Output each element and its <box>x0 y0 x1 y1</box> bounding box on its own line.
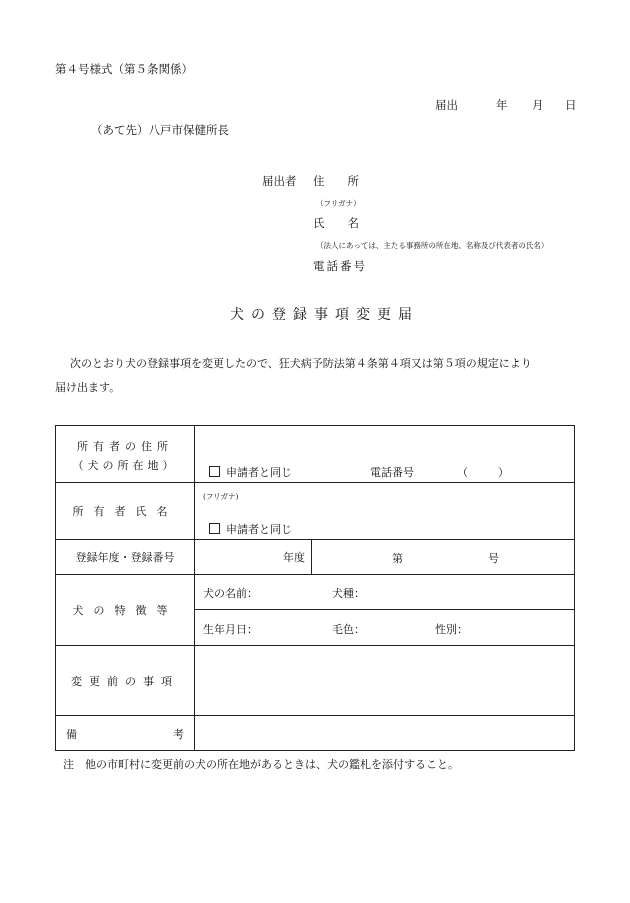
filer-name-label: 氏 名 <box>313 216 359 230</box>
breed-label: 犬種： <box>332 587 365 600</box>
phone-paren-open: （ <box>457 466 468 479</box>
features-row-1 <box>56 575 575 610</box>
registration-row <box>56 540 575 575</box>
filing-label: 届出 <box>435 98 458 112</box>
features-label: 犬の特徴等 <box>56 575 195 646</box>
coat-color-label: 毛色： <box>332 623 365 636</box>
go-label: 号 <box>488 552 499 565</box>
filer-label: 届出者 <box>262 174 297 188</box>
dog-name-breed-field[interactable] <box>195 575 575 610</box>
filer-furigana-label: （フリガナ） <box>316 199 361 208</box>
dai-label: 第 <box>392 552 403 565</box>
owner-address-label-cell <box>56 426 195 483</box>
owner-name-field[interactable] <box>195 483 575 540</box>
owner-address-row <box>56 426 575 483</box>
registration-label: 登録年度・登録番号 <box>56 540 195 575</box>
filer-phone-label: 電話番号 <box>313 259 367 273</box>
owner-address-label: 所有者の住所 <box>77 439 173 453</box>
remarks-label-left: 備 <box>66 728 77 741</box>
owner-phone-label: 電話番号 <box>370 466 414 479</box>
addressee: （あて先）八戸市保健所長 <box>91 123 229 137</box>
year-label: 年 <box>496 98 508 112</box>
dog-name-label: 犬の名前： <box>203 587 258 600</box>
corporate-note: （法人にあっては、主たる事務所の所在地、名称及び代表者の氏名） <box>316 241 549 250</box>
day-label: 日 <box>565 98 577 112</box>
registration-change-table <box>55 425 575 751</box>
dog-birth-color-sex-field[interactable] <box>195 610 575 646</box>
dog-location-label: （犬の所在地） <box>72 458 178 472</box>
sex-label: 性別： <box>435 623 468 636</box>
month-label: 月 <box>532 98 544 112</box>
body-text-line-1: 次のとおり犬の登録事項を変更したので、狂犬病予防法第４条第４項又は第５項の規定により <box>70 357 532 370</box>
birth-date-label: 生年月日： <box>203 623 258 636</box>
remarks-label-cell <box>56 716 195 751</box>
owner-name-label: 所有者氏名 <box>56 483 195 540</box>
filer-address-label: 住 所 <box>313 174 359 188</box>
remarks-label-right: 考 <box>173 728 184 741</box>
form-number: 第４号様式（第５条関係） <box>55 62 193 76</box>
owner-furigana-label: (フリガナ) <box>203 492 239 501</box>
previous-items-field[interactable] <box>195 646 575 716</box>
phone-paren-close: ） <box>498 466 509 479</box>
registration-number-field[interactable] <box>312 540 575 575</box>
document-title: 犬の登録事項変更届 <box>230 307 419 323</box>
registration-year-field[interactable] <box>195 540 312 575</box>
owner-name-row <box>56 483 575 540</box>
nendo-label: 年度 <box>283 551 305 564</box>
remarks-row <box>56 716 575 751</box>
previous-items-row <box>56 646 575 716</box>
remarks-field[interactable] <box>195 716 575 751</box>
same-as-applicant-checkbox[interactable] <box>209 466 220 477</box>
same-as-applicant-label: 申請者と同じ <box>226 466 292 479</box>
previous-items-label: 変更前の事項 <box>56 646 195 716</box>
body-text-line-2: 届け出ます。 <box>55 381 121 394</box>
footnote: 注 他の市町村に変更前の犬の所在地があるときは、犬の鑑札を添付すること。 <box>63 758 459 771</box>
owner-same-as-applicant-label: 申請者と同じ <box>226 523 292 536</box>
owner-address-field[interactable] <box>195 426 575 483</box>
owner-same-as-applicant-checkbox[interactable] <box>209 523 220 534</box>
